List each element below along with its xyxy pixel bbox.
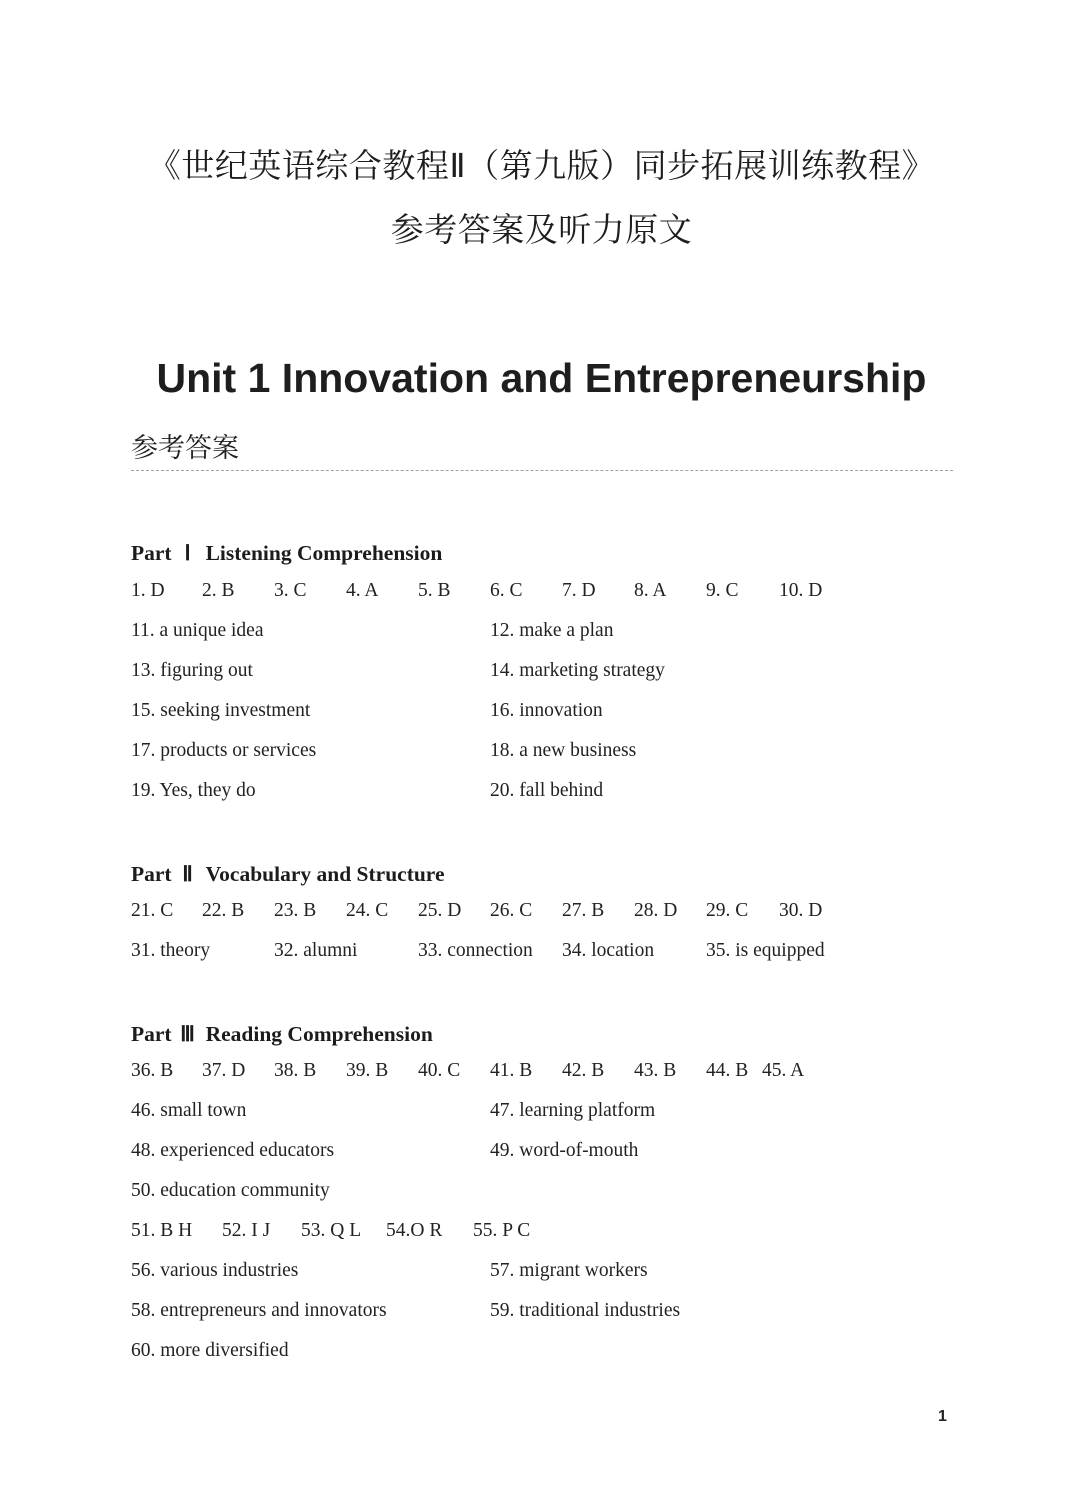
answer-item: 59. traditional industries <box>490 1300 681 1321</box>
answer-item: 15. seeking investment <box>131 700 311 721</box>
part-2-label: Part <box>131 862 172 886</box>
answer-item: 35. is equipped <box>706 940 825 961</box>
answer-row <box>0 1098 1083 1124</box>
answer-item: 23. B <box>274 900 317 921</box>
page-number: 1 <box>938 1408 947 1425</box>
answer-item: 55. P C <box>473 1220 531 1241</box>
answer-item: 36. B <box>131 1060 174 1081</box>
answer-item: 48. experienced educators <box>131 1140 335 1161</box>
answer-item: 26. C <box>490 900 533 921</box>
answer-item: 33. connection <box>418 940 533 961</box>
answer-item: 10. D <box>779 580 823 601</box>
part-1-heading <box>131 540 442 566</box>
answer-item: 2. B <box>202 580 235 601</box>
answer-item: 54.O R <box>386 1220 443 1241</box>
answer-item: 32. alumni <box>274 940 358 961</box>
part-3-name: Reading Comprehension <box>205 1022 433 1046</box>
answer-item: 25. D <box>418 900 462 921</box>
answer-item: 24. C <box>346 900 389 921</box>
answer-row <box>0 1218 1083 1244</box>
answer-item: 49. word-of-mouth <box>490 1140 639 1161</box>
answer-item: 53. Q L <box>301 1220 362 1241</box>
answer-item: 13. figuring out <box>131 660 253 681</box>
part-2-roman: Ⅱ <box>182 862 193 886</box>
answer-row <box>0 738 1083 764</box>
answer-item: 45. A <box>762 1060 805 1081</box>
answer-item: 58. entrepreneurs and innovators <box>131 1300 387 1321</box>
answer-item: 9. C <box>706 580 739 601</box>
answer-item: 41. B <box>490 1060 533 1081</box>
answer-item: 19. Yes, they do <box>131 780 256 801</box>
answer-row <box>0 658 1083 684</box>
answer-item: 50. education community <box>131 1180 330 1201</box>
answer-item: 7. D <box>562 580 596 601</box>
answer-item: 14. marketing strategy <box>490 660 665 681</box>
answer-item: 44. B <box>706 1060 749 1081</box>
answer-row <box>0 1298 1083 1324</box>
answer-item: 38. B <box>274 1060 317 1081</box>
answer-item: 40. C <box>418 1060 461 1081</box>
part-3-label: Part <box>131 1022 172 1046</box>
answer-row <box>0 898 1083 924</box>
answer-row <box>0 778 1083 804</box>
answer-row <box>0 698 1083 724</box>
part-2-heading <box>131 861 445 887</box>
part-3-heading <box>131 1021 433 1047</box>
answer-item: 39. B <box>346 1060 389 1081</box>
answer-item: 30. D <box>779 900 823 921</box>
answer-item: 47. learning platform <box>490 1100 656 1121</box>
answer-item: 17. products or services <box>131 740 317 761</box>
answer-row <box>0 1058 1083 1084</box>
answer-item: 43. B <box>634 1060 677 1081</box>
answer-row <box>0 1138 1083 1164</box>
part-3-roman: Ⅲ <box>180 1022 195 1046</box>
answer-item: 4. A <box>346 580 379 601</box>
answer-row <box>0 578 1083 604</box>
answer-item: 20. fall behind <box>490 780 604 801</box>
answer-row <box>0 1178 1083 1204</box>
answer-row <box>0 1338 1083 1364</box>
answer-item: 42. B <box>562 1060 605 1081</box>
answer-item: 37. D <box>202 1060 246 1081</box>
answer-item: 22. B <box>202 900 245 921</box>
answer-item: 52. I J <box>222 1220 271 1241</box>
book-title: 《世纪英语综合教程Ⅱ（第九版）同步拓展训练教程》 <box>147 146 936 185</box>
answer-row <box>0 1258 1083 1284</box>
part-1-name: Listening Comprehension <box>205 541 443 565</box>
answer-item: 27. B <box>562 900 605 921</box>
section-heading: 参考答案 <box>131 433 239 464</box>
answer-item: 16. innovation <box>490 700 603 721</box>
answer-item: 8. A <box>634 580 667 601</box>
part-1-label: Part <box>131 541 172 565</box>
answer-item: 11. a unique idea <box>131 620 264 641</box>
answer-item: 1. D <box>131 580 165 601</box>
answer-item: 18. a new business <box>490 740 637 761</box>
answer-item: 51. B H <box>131 1220 193 1241</box>
part-1-roman: Ⅰ <box>184 541 191 565</box>
answer-item: 34. location <box>562 940 655 961</box>
answer-item: 60. more diversified <box>131 1340 289 1361</box>
answer-item: 46. small town <box>131 1100 247 1121</box>
answer-item: 56. various industries <box>131 1260 299 1281</box>
part-2-name: Vocabulary and Structure <box>205 862 445 886</box>
answer-item: 12. make a plan <box>490 620 614 641</box>
answer-item: 29. C <box>706 900 749 921</box>
answer-row <box>0 938 1083 964</box>
answer-item: 6. C <box>490 580 523 601</box>
section-divider <box>131 470 953 471</box>
unit-title: Unit 1 Innovation and Entrepreneurship <box>156 355 927 401</box>
book-subtitle: 参考答案及听力原文 <box>390 210 693 249</box>
answer-item: 57. migrant workers <box>490 1260 648 1281</box>
answer-row <box>0 618 1083 644</box>
answer-item: 31. theory <box>131 940 211 961</box>
answer-item: 5. B <box>418 580 451 601</box>
answer-item: 3. C <box>274 580 307 601</box>
answer-item: 21. C <box>131 900 174 921</box>
answer-item: 28. D <box>634 900 678 921</box>
